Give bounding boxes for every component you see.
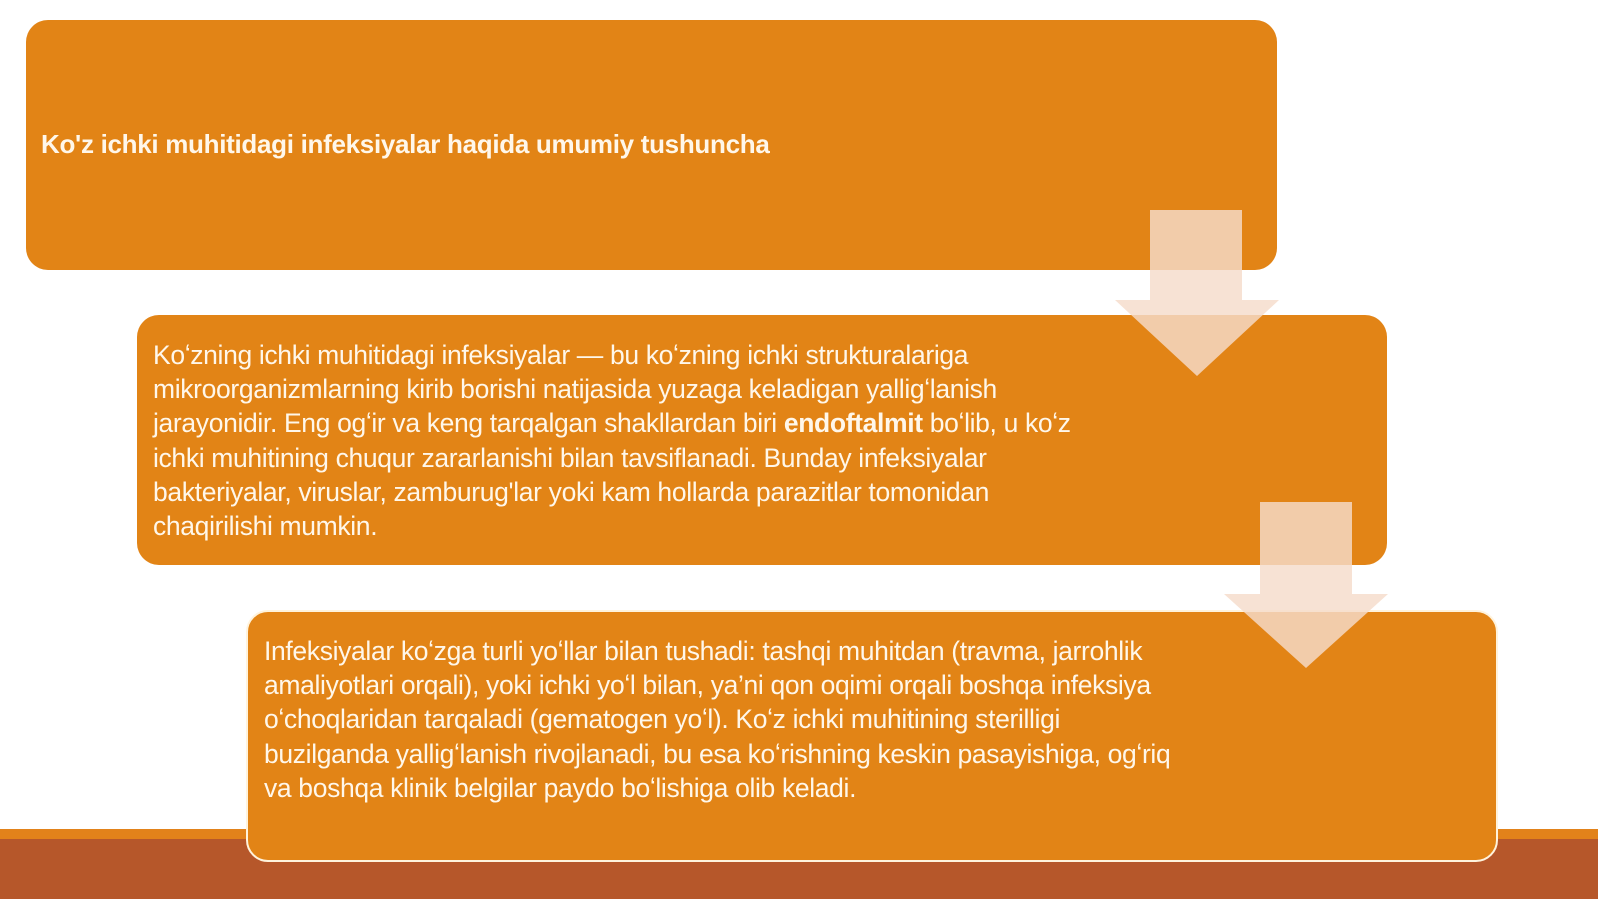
down-arrow-icon — [1224, 502, 1388, 668]
step-2-text — [153, 338, 1073, 543]
process-step-1 — [26, 20, 1277, 270]
step-2-text-intro: Koʻzning ichki muhitidagi infeksiyalar — bu koʻzning ichki strukturalariga mikroorganizmlarning kirib borishi natijasida yuzaga keladigan yalligʻlanish jarayonidir. Eng ogʻir va keng tarqalgan shakllardan biri — [153, 340, 997, 439]
step-1-title: Ko'z ichki muhitidagi infeksiyalar haqida umumiy tushuncha — [41, 128, 770, 159]
down-arrow-icon — [1115, 210, 1279, 376]
step-2-bold-term: endoftalmit — [783, 408, 923, 439]
step-3-text: Infeksiyalar koʻzga turli yoʻllar bilan tushadi: tashqi muhitdan (travma, jarrohlik amaliyotlari orqali), yoki ichki yoʻl bilan, ya’ni qon oqimi orqali boshqa infeksiya oʻchoqlaridan tarqaladi (gematogen yoʻl). Koʻz ichki muhitining sterilligi buzilganda yalligʻlanish rivojlanadi, bu esa koʻrishning keskin pasayishiga, ogʻriq va boshqa klinik belgilar paydo boʻlishiga olib keladi. — [264, 636, 1171, 803]
step-2-text-rest: boʻlib, u koʻz ichki muhitining chuqur zararlanishi bilan tavsiflanadi. Bunday infeksiyalar bakteriyalar, viruslar, zamburug'lar yoki kam hollarda parazitlar tomonidan chaqirilishi mumkin. — [153, 408, 1071, 542]
